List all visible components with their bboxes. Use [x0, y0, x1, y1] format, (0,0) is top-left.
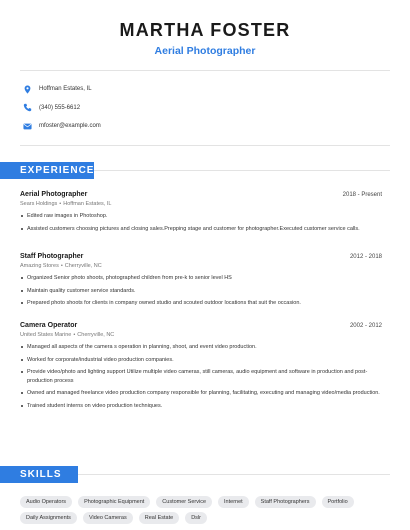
- job-company: United States Marine: [20, 332, 72, 338]
- list-item: Managed all aspects of the camera s operation in planning, shoot, and event video production.: [20, 343, 382, 352]
- list-item: Provide video/photo and lighting support Utilize multiple video cameras, still cameras, audio equipment and software in production and post-production process: [20, 368, 382, 385]
- job-title: Aerial Photographer: [20, 191, 88, 198]
- job-entry: [20, 321, 382, 414]
- experience-heading: EXPERIENCE: [0, 162, 94, 179]
- list-item: Prepared photo shoots for clients in company owned studio and scouted outdoor locations that suit the occasion.: [20, 299, 382, 308]
- candidate-title: Aerial Photographer: [154, 45, 256, 57]
- job-company: Sears Holdings: [20, 201, 58, 207]
- list-item: Maintain quality customer service standards.: [20, 287, 382, 296]
- divider: [94, 170, 390, 171]
- skills-list: [20, 496, 395, 528]
- job-location: Cherryville, NC: [77, 332, 115, 338]
- job-bullets: [20, 274, 382, 308]
- skill-row: [20, 496, 395, 508]
- list-item: Organized Senior photo shoots, photographed children from pre-k to senior level HS: [20, 274, 382, 283]
- job-title: Staff Photographer: [20, 253, 84, 260]
- contact-phone-text: (340) 555-6612: [39, 104, 81, 111]
- list-item: Worked for corporate/industrial video production companies.: [20, 356, 382, 365]
- skill-chip: Photographic Equipment: [78, 496, 150, 508]
- divider: [78, 474, 390, 475]
- job-company-line: United States Marine • Cherryville, NC: [20, 332, 115, 338]
- job-company-line: Sears Holdings • Hoffman Estates, IL: [20, 201, 112, 207]
- job-dates: 2002 - 2012: [349, 323, 382, 329]
- list-item: Assisted customers choosing pictures and closing sales.Prepping stage and customer for photographer.Executed customer service calls.: [20, 225, 382, 234]
- contact-list: [0, 71, 410, 145]
- list-item: Owned and managed freelance video production company responsible for planning, facilitating, executing and managing video/media production.: [20, 389, 382, 398]
- skill-row: [20, 512, 395, 524]
- skill-chip: Dslr: [185, 512, 207, 524]
- skill-chip: Audio Operators: [20, 496, 72, 508]
- job-company-line: Amazing Stores • Cherryville, NC: [20, 263, 102, 269]
- skill-chip: Staff Photographers: [255, 496, 316, 508]
- job-bullets: [20, 343, 382, 410]
- job-entry: [20, 252, 382, 312]
- contact-location: [22, 80, 410, 99]
- phone-icon: [22, 103, 32, 113]
- job-dates: 2018 - Present: [342, 192, 382, 198]
- location-icon: [22, 84, 32, 94]
- job-company: Amazing Stores: [20, 263, 59, 269]
- skill-chip: Internet: [218, 496, 249, 508]
- skill-chip: Portfolio: [322, 496, 354, 508]
- divider: [20, 145, 390, 146]
- job-location: Cherryville, NC: [64, 263, 102, 269]
- skill-chip: Daily Assignments: [20, 512, 77, 524]
- skill-chip: Customer Service: [156, 496, 212, 508]
- candidate-name: MARTHA FOSTER: [119, 20, 291, 40]
- job-location: Hoffman Estates, IL: [63, 201, 112, 207]
- skill-chip: Video Cameras: [83, 512, 133, 524]
- list-item: Edited raw images in Photoshop.: [20, 212, 382, 221]
- contact-phone: [22, 99, 410, 118]
- email-icon: [22, 121, 32, 131]
- skill-chip: Real Estate: [139, 512, 179, 524]
- job-title: Camera Operator: [20, 322, 78, 329]
- job-entry: [20, 190, 382, 237]
- job-dates: 2012 - 2018: [349, 254, 382, 260]
- resume-header: [0, 0, 410, 57]
- job-bullets: [20, 212, 382, 233]
- skills-heading: SKILLS: [0, 466, 78, 483]
- contact-email: [22, 117, 410, 136]
- list-item: Trained student interns on video production techniques.: [20, 402, 382, 411]
- contact-email-text: mfoster@example.com: [39, 123, 101, 130]
- contact-location-text: Hoffman Estates, IL: [39, 86, 92, 93]
